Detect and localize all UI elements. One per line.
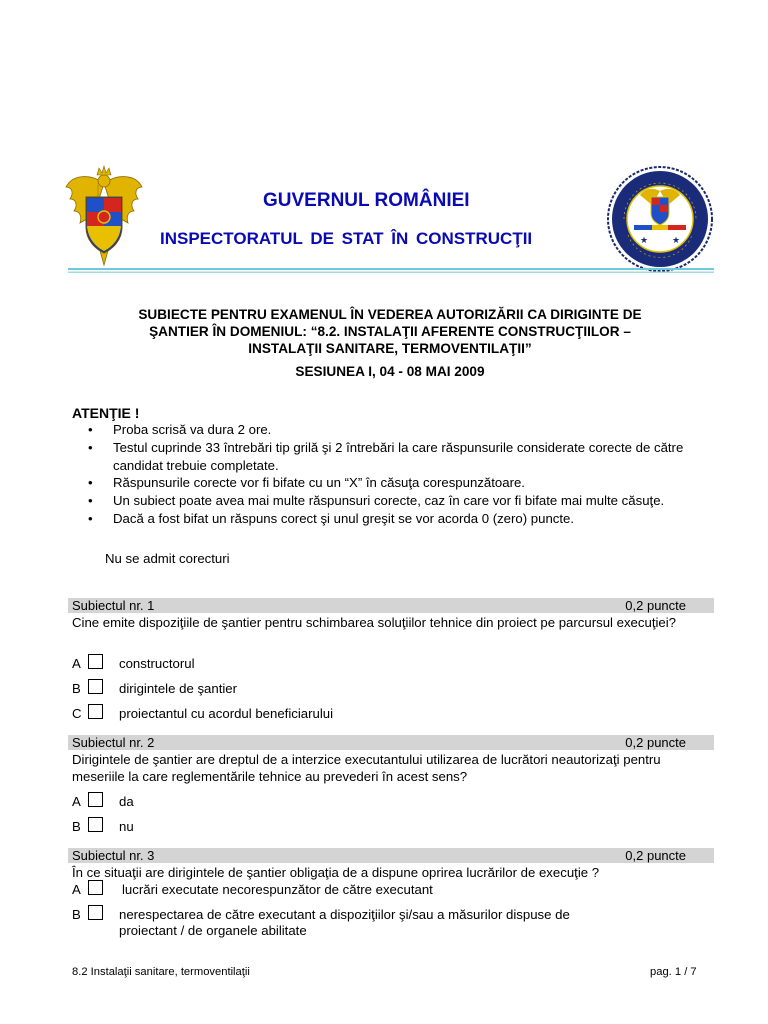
exam-title <box>66 306 714 357</box>
question-header <box>68 848 714 863</box>
option-letter: B <box>72 819 81 834</box>
footer-domain: 8.2 Instalaţii sanitare, termoventilaţii <box>72 966 250 978</box>
question-text: Cine emite dispoziţiile de şantier pentru schimbarea soluţiilor tehnice din proiect pe parcursul execuţiei? <box>72 615 677 630</box>
option-text: dirigintele de şantier <box>119 681 238 696</box>
option-letter: C <box>72 706 82 721</box>
rule-text: Proba scrisă va dura 2 ore. <box>113 422 272 437</box>
exam-title-line: SUBIECTE PENTRU EXAMENUL ÎN VEDEREA AUTORIZĂRII CA DIRIGINTE DE <box>138 307 642 322</box>
answer-checkbox[interactable] <box>88 654 103 669</box>
rule-item <box>88 439 718 475</box>
romania-coat-of-arms-icon <box>64 165 144 270</box>
exam-title-line: INSTALAŢII SANITARE, TERMOVENTILAŢII” <box>248 341 532 356</box>
option-letter: A <box>72 882 81 897</box>
page-number: pag. 1 / 7 <box>650 966 697 978</box>
no-corrections-note: Nu se admit corecturi <box>105 551 230 566</box>
question-label: Subiectul nr. 1 <box>72 598 155 613</box>
rules-list <box>88 421 718 528</box>
institution-title: INSPECTORATUL DE STAT ÎN CONSTRUCŢII <box>160 229 533 248</box>
question-label: Subiectul nr. 3 <box>72 848 155 863</box>
answer-checkbox[interactable] <box>88 704 103 719</box>
answer-checkbox[interactable] <box>88 905 103 920</box>
answer-checkbox[interactable] <box>88 679 103 694</box>
option-text: nu <box>119 819 134 834</box>
session-title: SESIUNEA I, 04 - 08 MAI 2009 <box>295 364 485 379</box>
option-letter: A <box>72 794 81 809</box>
option-letter: A <box>72 656 81 671</box>
option-text: lucrări executate necorespunzător de către executant <box>122 882 433 897</box>
rule-item <box>88 492 718 510</box>
answer-checkbox[interactable] <box>88 817 103 832</box>
rule-item <box>88 421 718 439</box>
rule-text: Dacă a fost bifat un răspuns corect şi unul greşit se vor acorda 0 (zero) puncte. <box>113 510 575 526</box>
option-text: da <box>119 794 134 809</box>
svg-text:★: ★ <box>672 236 681 246</box>
attention-heading: ATENŢIE ! <box>72 405 140 421</box>
bullet: • <box>88 422 93 437</box>
rule-text: Un subiect poate avea mai multe răspunsuri corecte, caz în care vor fi bifate mai multe căsuţe. <box>113 493 665 509</box>
option-letter: B <box>72 681 81 696</box>
question-points: 0,2 puncte <box>625 735 686 750</box>
question-points: 0,2 puncte <box>625 598 686 613</box>
rule-text: Răspunsurile corecte vor fi bifate cu un “X” în căsuţa corespunzătoare. <box>113 475 525 491</box>
header-divider <box>68 268 714 274</box>
option-text: proiectantul cu acordul beneficiarului <box>119 706 334 721</box>
answer-checkbox[interactable] <box>88 792 103 807</box>
bullet: • <box>88 439 93 455</box>
question-label: Subiectul nr. 2 <box>72 735 155 750</box>
question-header <box>68 598 714 613</box>
isc-seal-icon <box>606 165 714 273</box>
rule-text: Testul cuprinde 33 întrebări tip grilă şi 2 întrebări la care răspunsurile considerate corecte de către candidat trebuie completate. <box>113 439 684 473</box>
rule-item <box>88 474 718 492</box>
option-text: nerespectarea de către executant a dispoziţiilor şi/sau a măsurilor dispuse de <box>119 907 570 922</box>
option-letter: B <box>72 907 81 922</box>
bullet: • <box>88 493 93 509</box>
government-title: GUVERNUL ROMÂNIEI <box>263 190 470 211</box>
answer-checkbox[interactable] <box>88 880 103 895</box>
option-text: constructorul <box>119 656 195 671</box>
question-text: În ce situaţii are dirigintele de şantier obligaţia de a dispune oprirea lucrărilor de execuţie ? <box>72 865 600 880</box>
question-header <box>68 735 714 750</box>
rule-item <box>88 510 718 528</box>
exam-title-line: ŞANTIER ÎN DOMENIUL: “8.2. INSTALAŢII AFERENTE CONSTRUCŢIILOR – <box>149 324 631 339</box>
bullet: • <box>88 475 93 491</box>
svg-text:★: ★ <box>640 236 649 246</box>
option-text-continued: proiectant / de organele abilitate <box>119 923 307 938</box>
question-text: Dirigintele de şantier are dreptul de a interzice executantului utilizarea de lucrători neautorizaţi pentru meseriile la care reglementările tehnice au prevederi în acest sens? <box>72 752 661 784</box>
question-points: 0,2 puncte <box>625 848 686 863</box>
bullet: • <box>88 510 93 526</box>
